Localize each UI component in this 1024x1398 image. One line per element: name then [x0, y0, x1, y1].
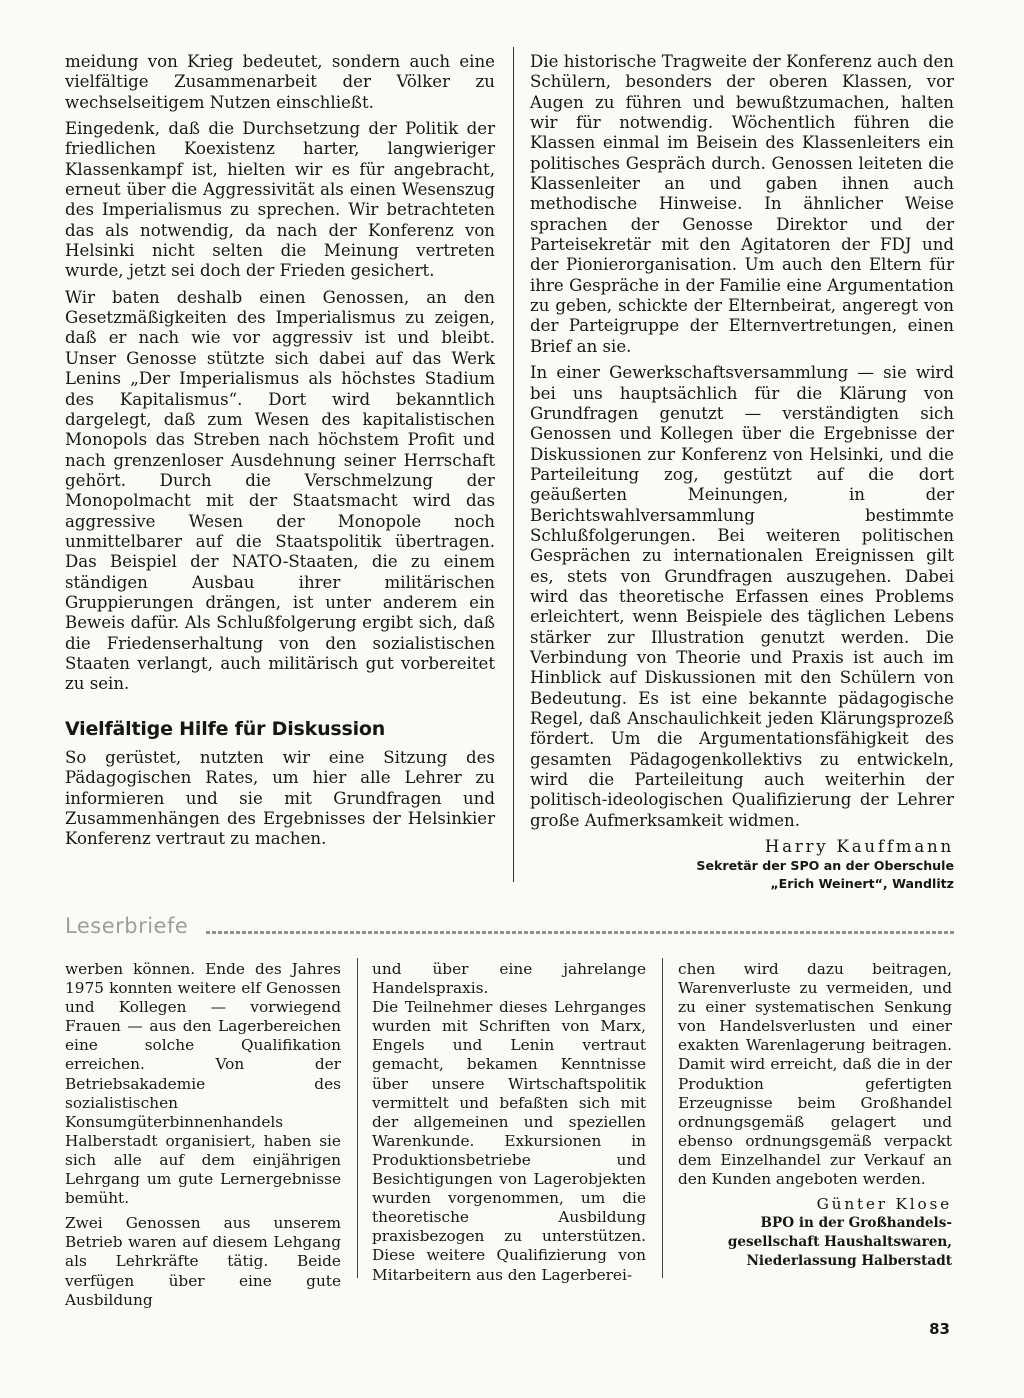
letters-column-2 [372, 960, 646, 1291]
letters-column-1 [65, 960, 341, 1316]
paragraph: Wir baten deshalb einen Genossen, an den Gesetzmäßigkeiten des Imperialismus zu zeigen, daß er nach wie vor aggressiv ist und bleibt. Unser Genosse stützte sich dabei auf das Werk Lenins „Der Imperialismus als höchstes Stadium des Kapitalismus“. Dort wird bekanntlich dargelegt, daß zum Wesen des kapitalistischen Monopols das Streben nach höchstem Profit und nach grenzenloser Ausdehnung seiner Herrschaft gehört. Durch die Verschmelzung der Monopolmacht mit der Staatsmacht wird das aggressive Wesen der Monopole noch unmittelbarer auf die Staatspolitik übertragen. Das Beispiel der NATO-Staaten, die zu einem ständigen Ausbau ihrer militärischen Gruppierungen drängen, ist unter anderem ein Beweis dafür. Als Schlußfolgerung ergibt sich, daß die Friedenserhaltung von den sozialistischen Staaten verlangt, auch militärisch gut vorbereitet zu sein. [65, 287, 495, 694]
author-name: Harry Kauffmann [764, 837, 954, 857]
paragraph: Die Teilnehmer dieses Lehrganges wurden mit Schriften von Marx, Engels und Lenin vertraut gemacht, bekamen Kenntnisse über unsere Wirtschaftspolitik vermittelt und befaßten sich mit der allgemeinen und speziellen Warenkunde. Exkursionen in Produktionsbetriebe und Besichtigungen von Lagerobjekten wurden vorgenommen, um die theoretische Ausbildung praxisbezogen zu unterstützen. Diese weitere Qualifizierung von Mitarbeitern aus den Lagerberei- [372, 998, 646, 1284]
letter-author-org: gesellschaft Haushaltswaren, [727, 1234, 952, 1251]
letter-author-place: Niederlassung Halberstadt [746, 1253, 952, 1270]
paragraph: chen wird dazu beitragen, Warenverluste zu vermeiden, und zu einer systematischen Senkung von Handelsverlusten und einer exakten Warenlagerung beitragen. Damit wird erreicht, daß die in der Produktion gefertigten Erzeugnisse beim Großhandel ordnungsgemäß gelagert und ebenso ordnungsgemäß verpackt dem Einzelhandel zur Verkauf an den Kunden angeboten werden. [678, 960, 952, 1189]
paragraph: werben können. Ende des Jahres 1975 konnten weitere elf Genossen und Kollegen — vorwiegend Frauen — aus den Lagerbereichen eine solche Qualifikation erreichen. Von der Betriebsakademie des sozialistischen Konsumgüterbinnenhandels Halberstadt organisiert, haben sie sich alle auf dem einjährigen Lehrgang um gute Lernergebnisse bemüht. [65, 960, 341, 1208]
letters-section-title: Leserbriefe [65, 914, 189, 938]
letters-heading-rule [206, 931, 954, 934]
letters-column-3 [678, 960, 952, 1271]
letters-divider [662, 958, 663, 1278]
page-number: 83 [929, 1320, 950, 1338]
article-column-2 [530, 52, 954, 893]
column-divider [513, 47, 514, 882]
letter-author-name: Günter Klose [816, 1195, 952, 1214]
paragraph: So gerüstet, nutzten wir eine Sitzung des Pädagogischen Rates, um hier alle Lehrer zu informieren und sie mit Grundfragen und Zusammenhängen des Ergebnisses der Helsinkier Konferenz vertraut zu machen. [65, 748, 495, 849]
paragraph: meidung von Krieg bedeutet, sondern auch eine vielfältige Zusammenarbeit der Völker zu wechselseitigem Nutzen einschließt. [65, 52, 495, 112]
author-role: Sekretär der SPO an der Oberschule [696, 858, 954, 874]
author-place: „Erich Weinert“, Wandlitz [770, 876, 954, 892]
letters-divider [357, 958, 358, 1278]
section-heading: Vielfältige Hilfe für Diskussion [65, 717, 386, 740]
paragraph: Eingedenk, daß die Durchsetzung der Politik der friedlichen Koexistenz harter, langwieriger Klassenkampf ist, hielten wir es für angebracht, erneut über die Aggressivität als einen Wesenszug des Imperialismus zu sprechen. Wir betrachteten das als notwendig, da nach der Konferenz von Helsinki nicht selten die Meinung vertreten wurde, jetzt sei doch der Frieden gesichert. [65, 119, 495, 281]
paragraph: und über eine jahrelange Handelspraxis. [372, 960, 646, 998]
article-column-1 [65, 52, 495, 856]
paragraph: Zwei Genossen aus unserem Betrieb waren auf diesem Lehgang als Lehrkräfte tätig. Beide verfügen über eine gute Ausbildung [65, 1214, 341, 1309]
paragraph: In einer Gewerkschaftsversammlung — sie wird bei uns hauptsächlich für die Klärung von Grundfragen genutzt — verständigten sich Genossen und Kollegen über die Ergebnisse der Diskussionen zur Konferenz von Helsinki, und die Parteileitung zog, gestützt auf die dort geäußerten Meinungen, in der Berichtswahlversammlung bestimmte Schlußfolgerungen. Bei weiteren politischen Gesprächen zu internationalen Ereignissen gilt es, stets von Grundfragen auszugehen. Dabei wird das theoretische Erfassen eines Problems erleichtert, wenn Beispiele des täglichen Lebens stärker zur Illustration genutzt werden. Die Verbindung von Theorie und Praxis ist auch im Hinblick auf Diskussionen mit den Schülern von Bedeutung. Es ist eine bekannte pädagogische Regel, daß Anschaulichkeit jeden Klärungsprozeß fördert. Um die Argumentationsfähigkeit des gesamten Pädagogenkollektivs zu entwickeln, wird die Parteileitung auch weiterhin der politisch-ideologischen Qualifizierung der Lehrer große Aufmerksamkeit widmen. [530, 363, 954, 830]
paragraph: Die historische Tragweite der Konferenz auch den Schülern, besonders der oberen Klassen, vor Augen zu führen und bewußtzumachen, halten wir für notwendig. Wöchentlich führen die Klassen einmal im Beisein des Klassenleiters ein politisches Gespräch durch. Genossen leiteten die Klassenleiter an und gaben ihnen auch methodische Hinweise. In ähnlicher Weise sprachen der Genosse Direktor und der Parteisekretär mit den Agitatoren der FDJ und der Pionierorganisation. Um auch den Eltern für ihre Gespräche in der Familie eine Argumentation zu geben, schickte der Elternbeirat, angeregt von der Parteigruppe der Elternvertretungen, einen Brief an sie. [530, 52, 954, 356]
letter-author-org: BPO in der Großhandels- [760, 1215, 952, 1232]
